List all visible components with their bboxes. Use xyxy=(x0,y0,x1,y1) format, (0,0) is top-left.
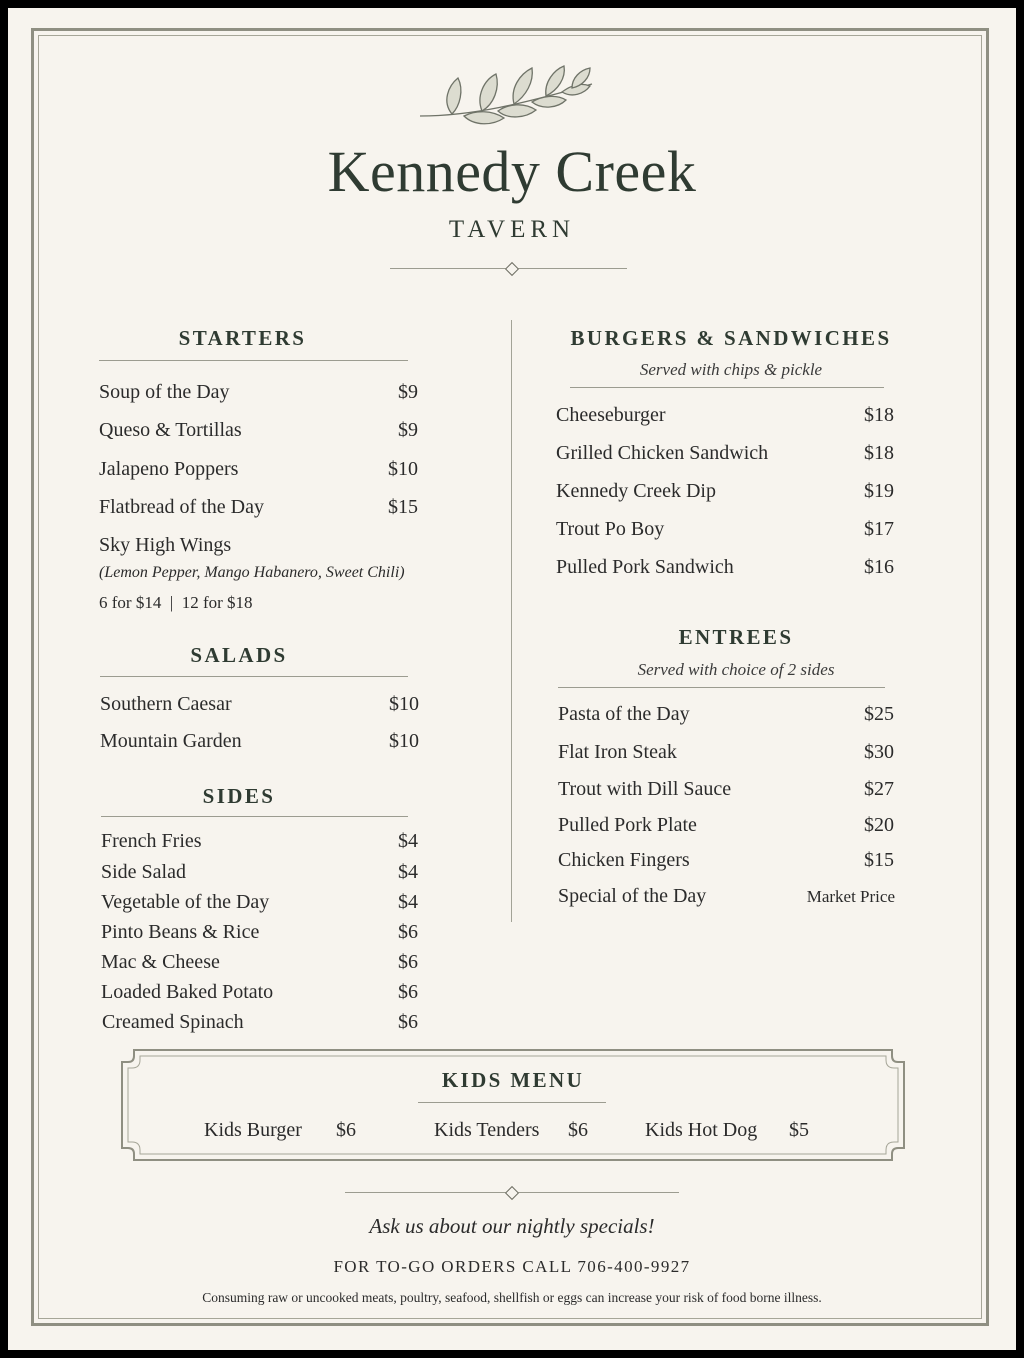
menu-item-price: $19 xyxy=(864,480,894,502)
sides-rule xyxy=(101,816,408,817)
kids-item-name: Kids Tenders xyxy=(434,1119,540,1141)
menu-item-price: $9 xyxy=(398,381,418,403)
kids-item-price: $6 xyxy=(568,1119,588,1141)
menu-item-name: Flat Iron Steak xyxy=(558,741,677,763)
menu-item-name: Special of the Day xyxy=(558,885,707,907)
menu-item-name: Vegetable of the Day xyxy=(101,891,270,913)
restaurant-subtitle: TAVERN xyxy=(448,216,576,243)
menu-item-price: $6 xyxy=(398,981,418,1003)
menu-item-name: Mountain Garden xyxy=(100,730,242,752)
salads-heading: SALADS xyxy=(190,643,288,667)
sides-heading: SIDES xyxy=(202,784,276,808)
menu-item-price: $16 xyxy=(864,556,894,578)
starters-heading: STARTERS xyxy=(178,326,307,350)
menu-item-name: Loaded Baked Potato xyxy=(101,981,274,1003)
menu-item-price: $9 xyxy=(398,419,418,441)
menu-item-name: Cheeseburger xyxy=(556,404,666,426)
kids-item-price: $6 xyxy=(336,1119,356,1141)
menu-item-name: Queso & Tortillas xyxy=(99,419,242,441)
entrees-note: Served with choice of 2 sides xyxy=(637,660,835,679)
salads-rule xyxy=(100,676,408,677)
menu-item-price: $15 xyxy=(864,849,894,871)
entrees-rule xyxy=(558,687,885,688)
menu-item-price: $27 xyxy=(864,778,894,800)
kids-menu-frame xyxy=(120,1048,906,1162)
menu-item-name: Trout Po Boy xyxy=(556,518,665,540)
menu-item-price: $25 xyxy=(864,703,894,725)
menu-item-price: $4 xyxy=(398,861,418,883)
menu-item-price: $10 xyxy=(389,730,419,752)
menu-item-name: Kennedy Creek Dip xyxy=(556,480,716,502)
menu-item-price: Market Price xyxy=(806,887,895,906)
menu-item-price: $6 xyxy=(398,1011,418,1033)
wings-flavors: (Lemon Pepper, Mango Habanero, Sweet Chili) xyxy=(99,564,405,581)
column-divider xyxy=(511,320,512,922)
menu-item-name: Pulled Pork Plate xyxy=(558,814,697,836)
kids-item-name: Kids Burger xyxy=(204,1119,302,1141)
menu-item-name: Mac & Cheese xyxy=(101,951,220,973)
menu-item-name: Pasta of the Day xyxy=(558,703,690,725)
kids-item-price: $5 xyxy=(789,1119,809,1141)
menu-item-name: Pinto Beans & Rice xyxy=(101,921,260,943)
menu-item-price: $6 xyxy=(398,951,418,973)
wings-name: Sky High Wings xyxy=(99,534,232,556)
menu-item-price: $30 xyxy=(864,741,894,763)
menu-item-price: $6 xyxy=(398,921,418,943)
menu-item-price: $20 xyxy=(864,814,894,836)
menu-item-name: French Fries xyxy=(101,830,202,852)
specials-note: Ask us about our nightly specials! xyxy=(369,1214,655,1238)
kids-item-name: Kids Hot Dog xyxy=(645,1119,758,1141)
wings-pricing: 6 for $14 | 12 for $18 xyxy=(99,593,253,612)
menu-item-name: Grilled Chicken Sandwich xyxy=(556,442,769,464)
kids-menu-rule xyxy=(418,1102,606,1103)
menu-item-price: $4 xyxy=(398,891,418,913)
menu-item-price: $18 xyxy=(864,404,894,426)
food-safety-warning: Consuming raw or uncooked meats, poultry, seafood, shellfish or eggs can increase your risk of food borne illness. xyxy=(202,1290,822,1305)
to-go-phone: FOR TO-GO ORDERS CALL 706-400-9927 xyxy=(333,1257,691,1276)
burgers-note: Served with chips & pickle xyxy=(639,360,823,379)
olive-branch-icon xyxy=(412,56,612,128)
burgers-heading: BURGERS & SANDWICHES xyxy=(570,326,892,350)
menu-item-price: $4 xyxy=(398,830,418,852)
menu-item-name: Flatbread of the Day xyxy=(99,496,264,518)
entrees-heading: ENTREES xyxy=(678,625,794,649)
menu-item-name: Chicken Fingers xyxy=(558,849,690,871)
menu-item-price: $15 xyxy=(388,496,418,518)
menu-item-name: Southern Caesar xyxy=(100,693,232,715)
menu-item-price: $18 xyxy=(864,442,894,464)
menu-item-name: Trout with Dill Sauce xyxy=(558,778,732,800)
kids-menu-heading: KIDS MENU xyxy=(441,1068,585,1092)
menu-item-name: Jalapeno Poppers xyxy=(99,458,239,480)
menu-item-price: $10 xyxy=(388,458,418,480)
menu-item-name: Creamed Spinach xyxy=(102,1011,244,1033)
burgers-rule xyxy=(570,387,884,388)
restaurant-title: Kennedy Creek xyxy=(327,139,697,204)
menu-item-name: Soup of the Day xyxy=(99,381,230,403)
menu-item-name: Pulled Pork Sandwich xyxy=(556,556,734,578)
menu-item-price: $10 xyxy=(389,693,419,715)
menu-item-name: Side Salad xyxy=(101,861,186,883)
menu-item-price: $17 xyxy=(864,518,894,540)
starters-rule xyxy=(99,360,408,361)
